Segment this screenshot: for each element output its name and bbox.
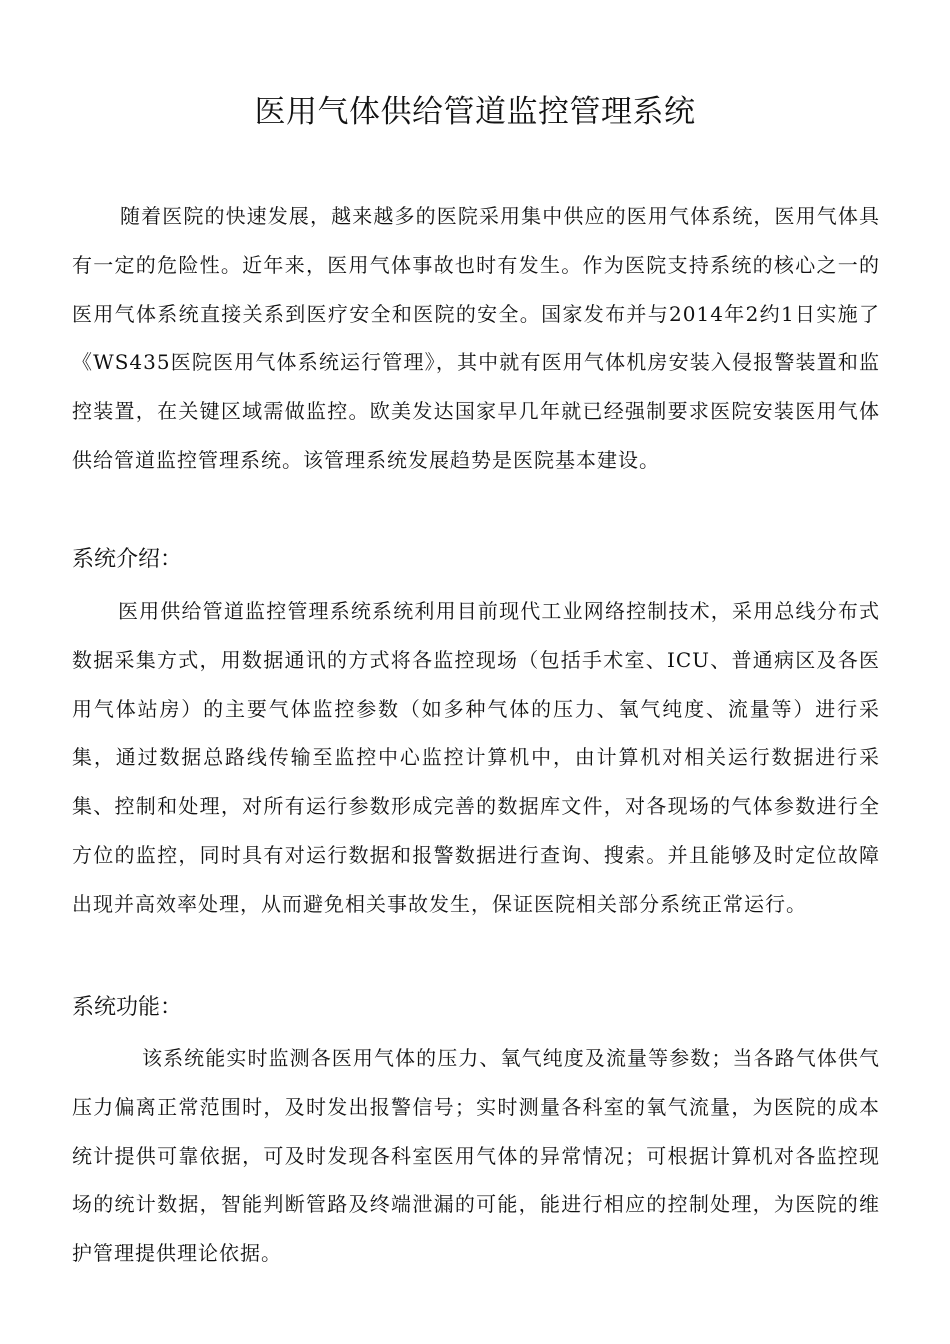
document-title: 医用气体供给管道监控管理系统	[254, 94, 696, 130]
intro-paragraph: 随着医院的快速发展，越来越多的医院采用集中供应的医用气体系统，医用气体具有一定的危险性。近年来，医用气体事故也时有发生。作为医院支持系统的核心之一的医用气体系统直接关系到医疗安全和医院的安全。国家发布并与2014年2约1日实施了《WS435医院医用气体系统运行管理》，其中就有医用气体机房安装入侵报警装置和监控装置，在关键区域需做监控。欧美发达国家早几年就已经强制要求医院安装医用气体供给管道监控管理系统。该管理系统发展趋势是医院基本建设。	[72, 204, 880, 472]
functions-paragraph: 该系统能实时监测各医用气体的压力、氧气纯度及流量等参数；当各路气体供气压力偏离正常范围时，及时发出报警信号；实时测量各科室的氧气流量，为医院的成本统计提供可靠依据，可及时发现各科室医用气体的异常情况；可根据计算机对各监控现场的统计数据，智能判断管路及终端泄漏的可能，能进行相应的控制处理，为医院的维护管理提供理论依据。	[72, 1046, 880, 1266]
section-heading-functions: 系统功能：	[72, 995, 183, 1020]
introduction-paragraph: 医用供给管道监控管理系统系统利用目前现代工业网络控制技术，采用总线分布式数据采集方式，用数据通讯的方式将各监控现场（包括手术室、ICU、普通病区及各医用气体站房）的主要气体监控参数（如多种气体的压力、氧气纯度、流量等）进行采集，通过数据总路线传输至监控中心监控计算机中，由计算机对相关运行数据进行采集、控制和处理，对所有运行参数形成完善的数据库文件，对各现场的气体参数进行全方位的监控，同时具有对运行数据和报警数据进行查询、搜索。并且能够及时定位故障出现并高效率处理，从而避免相关事故发生，保证医院相关部分系统正常运行。	[72, 599, 880, 916]
section-heading-introduction: 系统介绍：	[72, 547, 183, 572]
